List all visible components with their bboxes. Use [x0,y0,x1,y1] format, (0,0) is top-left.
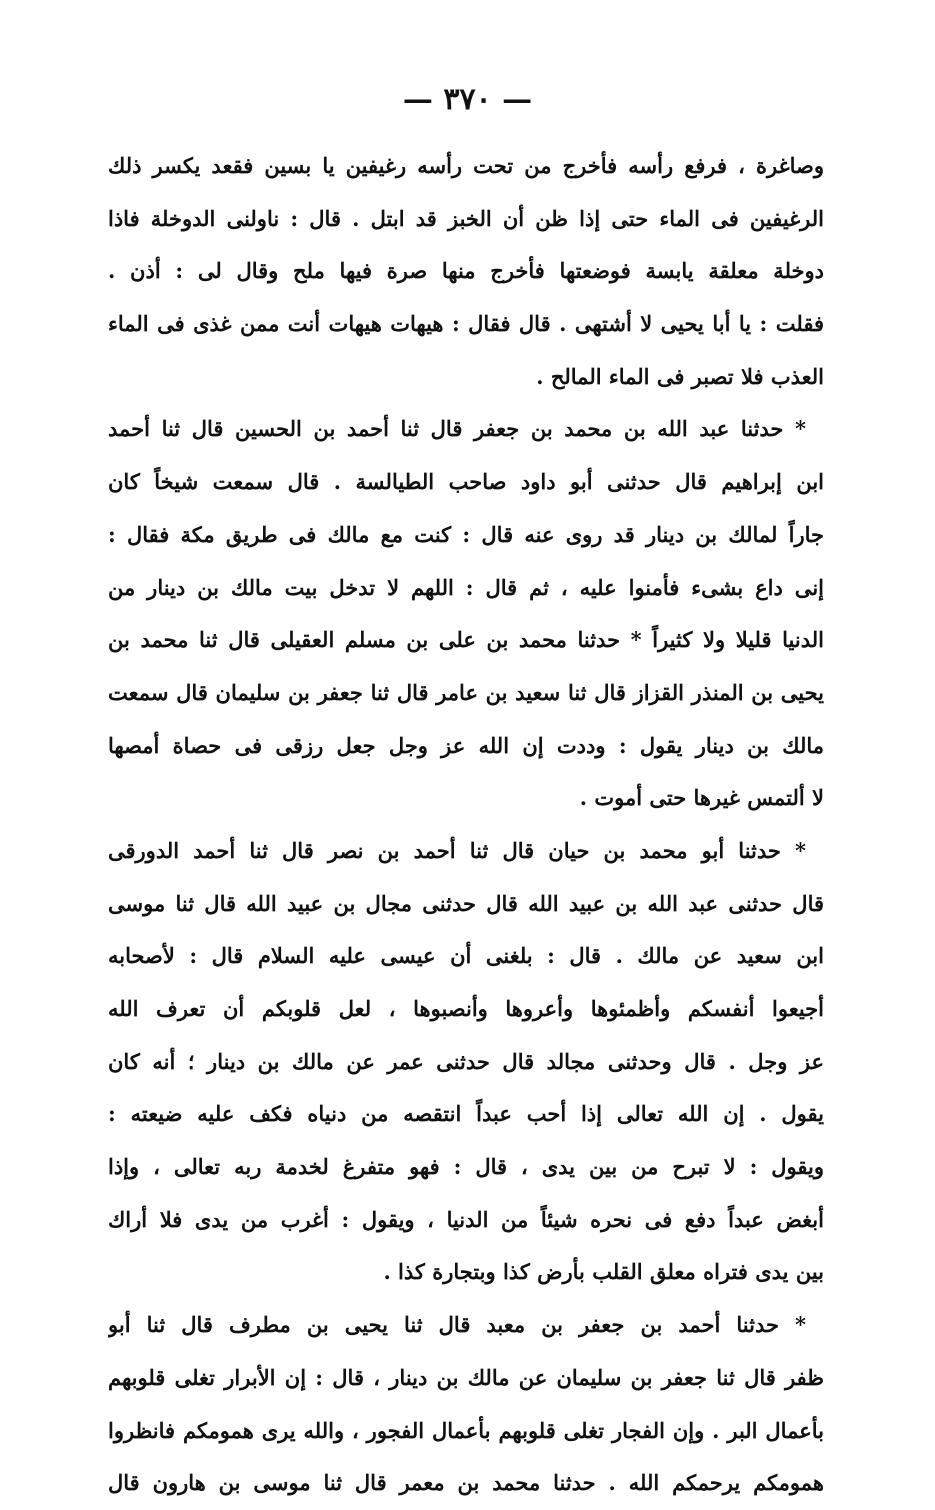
text-line: جاراً لمالك بن دينار قد روى عنه قال : كنت مع مالك فى طريق مكة فقال : [108,521,824,547]
text-line: ابن سعيد عن مالك . قال : بلغنى أن عيسى عليه السلام قال : لأصحابه [108,943,824,969]
text-line: وصاغرة ، فرفع رأسه فأخرج من تحت رأسه رغيفين يا بسين فقعد يكسر ذلك [108,153,824,178]
text-line: ويقول : لا تبرح من بين يدى ، قال : فهو متفرغ لخدمة ربه تعالى ، وإذا [108,1154,824,1180]
text-line: ابن إبراهيم قال حدثنى أبو داود صاحب الطيالسة . قال سمعت شيخاً كان [108,469,824,495]
paragraph [108,403,824,825]
text-line: أبغض عبداً دفع فى نحره شيئاً من الدنيا ، ويقول : أغرب من يدى فلا أراك [108,1206,824,1232]
text-line: يقول . إن الله تعالى إذا أحب عبداً انتقصه من دنياه فكف عليه ضيعته : [108,1101,824,1127]
main-text [108,140,824,1510]
text-line: الرغيفين فى الماء حتى إذا ظن أن الخبز قد ابتل . قال : ناولنى الدوخلة فاذا [108,205,824,231]
text-line: دوخلة معلقة يابسة فوضعتها فأخرج منها صرة فيها ملح وقال لى : أذن . [108,258,824,284]
text-line: همومكم يرحمكم الله . حدثنا محمد بن معمر قال ثنا موسى بن هارون قال [108,1470,824,1496]
paragraph [108,140,824,403]
text-line: الدنيا قليلا ولا كثيراً * حدثنا محمد بن على بن مسلم العقيلى قال ثنا محمد بن [108,627,824,653]
page-number: — ٣٧٠ — [402,82,533,117]
text-line: بأعمال البر . وإن الفجار تغلى قلوبهم بأعمال الفجور ، والله يرى همومكم فانظروا [108,1417,824,1443]
text-line: أجيعوا أنفسكم وأظمئوها وأعروها وأنصبوها ، لعل قلوبكم أن تعرف الله [108,996,824,1021]
text-line: قال حدثنى عبد الله بن عبيد الله قال حدثنى مجال بن عبيد الله قال ثنا موسى [108,890,824,916]
text-line: لا ألتمس غيرها حتى أموت . [579,785,824,811]
text-line: فقلت : يا أبا يحيى لا أشتهى . قال فقال : هيهات هيهات أنت ممن غذى فى الماء [108,311,824,337]
text-line: * حدثنا أحمد بن جعفر بن معبد قال ثنا يحيى بن مطرف قال ثنا أبو [108,1312,806,1338]
text-line: العذب فلا تصبر فى الماء المالح . [536,363,824,389]
text-line: * حدثنا عبد الله بن محمد بن جعفر قال ثنا أحمد بن الحسين قال ثنا أحمد [108,416,806,442]
paragraph [108,825,824,1299]
text-line: مالك بن دينار يقول : وددت إن الله عز وجل جعل رزقى فى حصاة أمصها [108,732,824,758]
text-line: * حدثنا أبو محمد بن حيان قال ثنا أحمد بن نصر قال ثنا أحمد الدورقى [108,837,806,863]
text-line: عز وجل . قال وحدثنى مجالد قال حدثنى عمر عن مالك بن دينار ؛ أنه كان [108,1048,824,1074]
text-line: بين يدى فتراه معلق القلب بأرض كذا وبتجارة كذا . [383,1259,824,1285]
text-line: ظفر قال ثنا جعفر بن سليمان عن مالك بن دينار ، قال : إن الأبرار تغلى قلوبهم [108,1364,824,1390]
text-line: إنى داع بشىء فأمنوا عليه ، ثم قال : اللهم لا تدخل بيت مالك بن دينار من [108,574,824,600]
text-line: يحيى بن المنذر القزاز قال ثنا سعيد بن عامر قال ثنا جعفر بن سليمان قال سمعت [108,679,824,705]
paragraph [108,1299,824,1510]
